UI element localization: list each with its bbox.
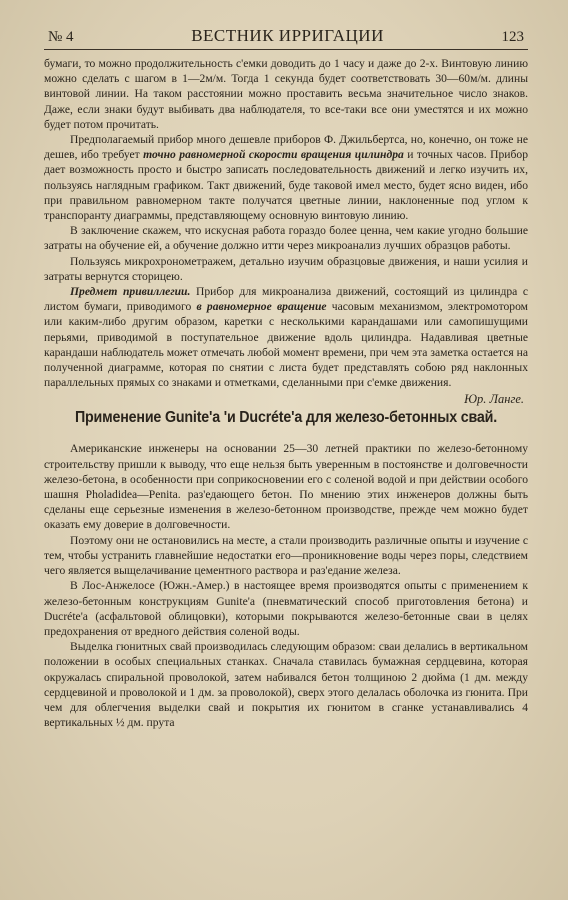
paragraph: Поэтому они не остановились на месте, а стали производить различные опыты и изучение с тем, чтобы устранить главнейшие недостатки его—проникновение воды через поры, следствием чего является выщелачивание цементного раствора и раз'едание железа. — [44, 533, 528, 578]
article-heading: Применение Gunite'a 'и Ducréte'a для железо-бетонных свай. — [74, 409, 498, 427]
text-run: Предполагаемый прибор много дешевле приборов Ф. Джильбертса, но, конечно, он тоже не дешев, ибо требует — [44, 133, 528, 162]
emphasis: в равномерное вращение — [196, 300, 327, 314]
article-body — [44, 441, 528, 730]
paragraph: Американские инженеры на основании 25—30 летней практики по железо-бетонному строительству пришли к выводу, что еще нельзя быть уверенным в постоянстве и долговечности железо-бетона, в особенности при соприкосновении его с соленой водой и при действии особого шашня Pholadidea—Penita. раз'едающего бетон. По мнению этих инженеров должны быть сделаны еще серьезные изменения в железо-бетонном производстве, прежде чем можно будет оказать ему доверие в долговечности. — [44, 442, 528, 532]
emphasis: точно равномерной скорости вращения цилиндра — [143, 148, 404, 162]
journal-title: ВЕСТНИК ИРРИГАЦИИ — [191, 26, 384, 45]
emphasis: Предмет привиллегии. — [70, 285, 191, 299]
paragraph: В заключение скажем, что искусная работа гораздо более ценна, чем какие угодно большие затраты на обучение ей, а обучение должно итти через микроанализ лучших образцов работы. — [44, 224, 528, 253]
paragraph — [44, 132, 528, 223]
article-body — [44, 56, 528, 390]
paragraph: Пользуясь микрохронометражем, детально изучим образцовые движения, и наши усилия и затраты вернутся сторицею. — [44, 254, 528, 283]
text-run: часовым механизмом, электромотором или каким-либо другим образом, каретки с несколькими карандашами или самопишущими перьями, приводимой в поступательное движение вдоль цилиндра. Надавливая цветные карандаши наблюдатель может отмечать любой момент времени, при чем эта заметка остается на полученной диаграмме, которая по снятии с листа будет представлять собою ряд наклонных параллельных прямых со знаками и отметками, сделанными при с'емке движения. — [44, 300, 528, 390]
page-number: 123 — [501, 29, 524, 45]
author-signature: Юр. Ланге. — [464, 392, 524, 407]
paragraph — [44, 284, 528, 390]
paragraph: В Лос-Анжелосе (Южн.-Амер.) в настоящее время производятся опыты с применением к железо-бетонным конструкциям Gunite'a (пневматический способ приготовления бетона) и Ducréte'a (асфальтовой облицовки), которыми покрываются железо-бетонные сваи в целях предохранения от вредного действия соленой воды. — [44, 579, 528, 638]
text-run: Прибор для микроанализа движений, состоящий из цилиндра с листом бумаги, приводимого — [44, 285, 529, 314]
issue-number: № 4 — [48, 29, 74, 45]
paragraph: Выделка гюнитных свай производилась следующим образом: сваи делались в вертикальном положении в особых специальных станках. Сначала ставилась бумажная сердцевина, которая окружалась спиральной проволокой, затем набивался бетон толщиною 2 дюйма (1 дм. между сердцевиной и проволокой и 1 дм. за проволокой), сверх этого делалась оболочка из гюнита. При чем для облегчения выделки свай и покрытия их гюнитом в сганке устанавливались 4 вертикальных ½ дм. прута — [44, 640, 528, 730]
paragraph: бумаги, то можно продолжительность с'емки доводить до 1 часу и даже до 2-х. Винтовую линию можно сделать с шагом в 1—2м/м. Тогда 1 секунда будет соответствовать 30—60м/м. длины винтовой линии. На таком расстоянии можно проставить весьма значительное число знаков. Даже, если знаки будут выбивать два наблюдателя, то все-таки все они уместятся и их можно будет потом прочитать. — [44, 57, 528, 131]
running-header — [44, 26, 528, 50]
text-run: и точных часов. Прибор дает возможность просто и быстро записать последовательность движений и легко изучить их, пользуясь наглядным графиком. Такт движений, буде таковой имел место, будет ясно виден, ибо при правильном равномерном такте получатся цветные линии, наклоненные под углом к транспоранту диаграммы, представляющему основную винтовую линию. — [44, 148, 528, 223]
